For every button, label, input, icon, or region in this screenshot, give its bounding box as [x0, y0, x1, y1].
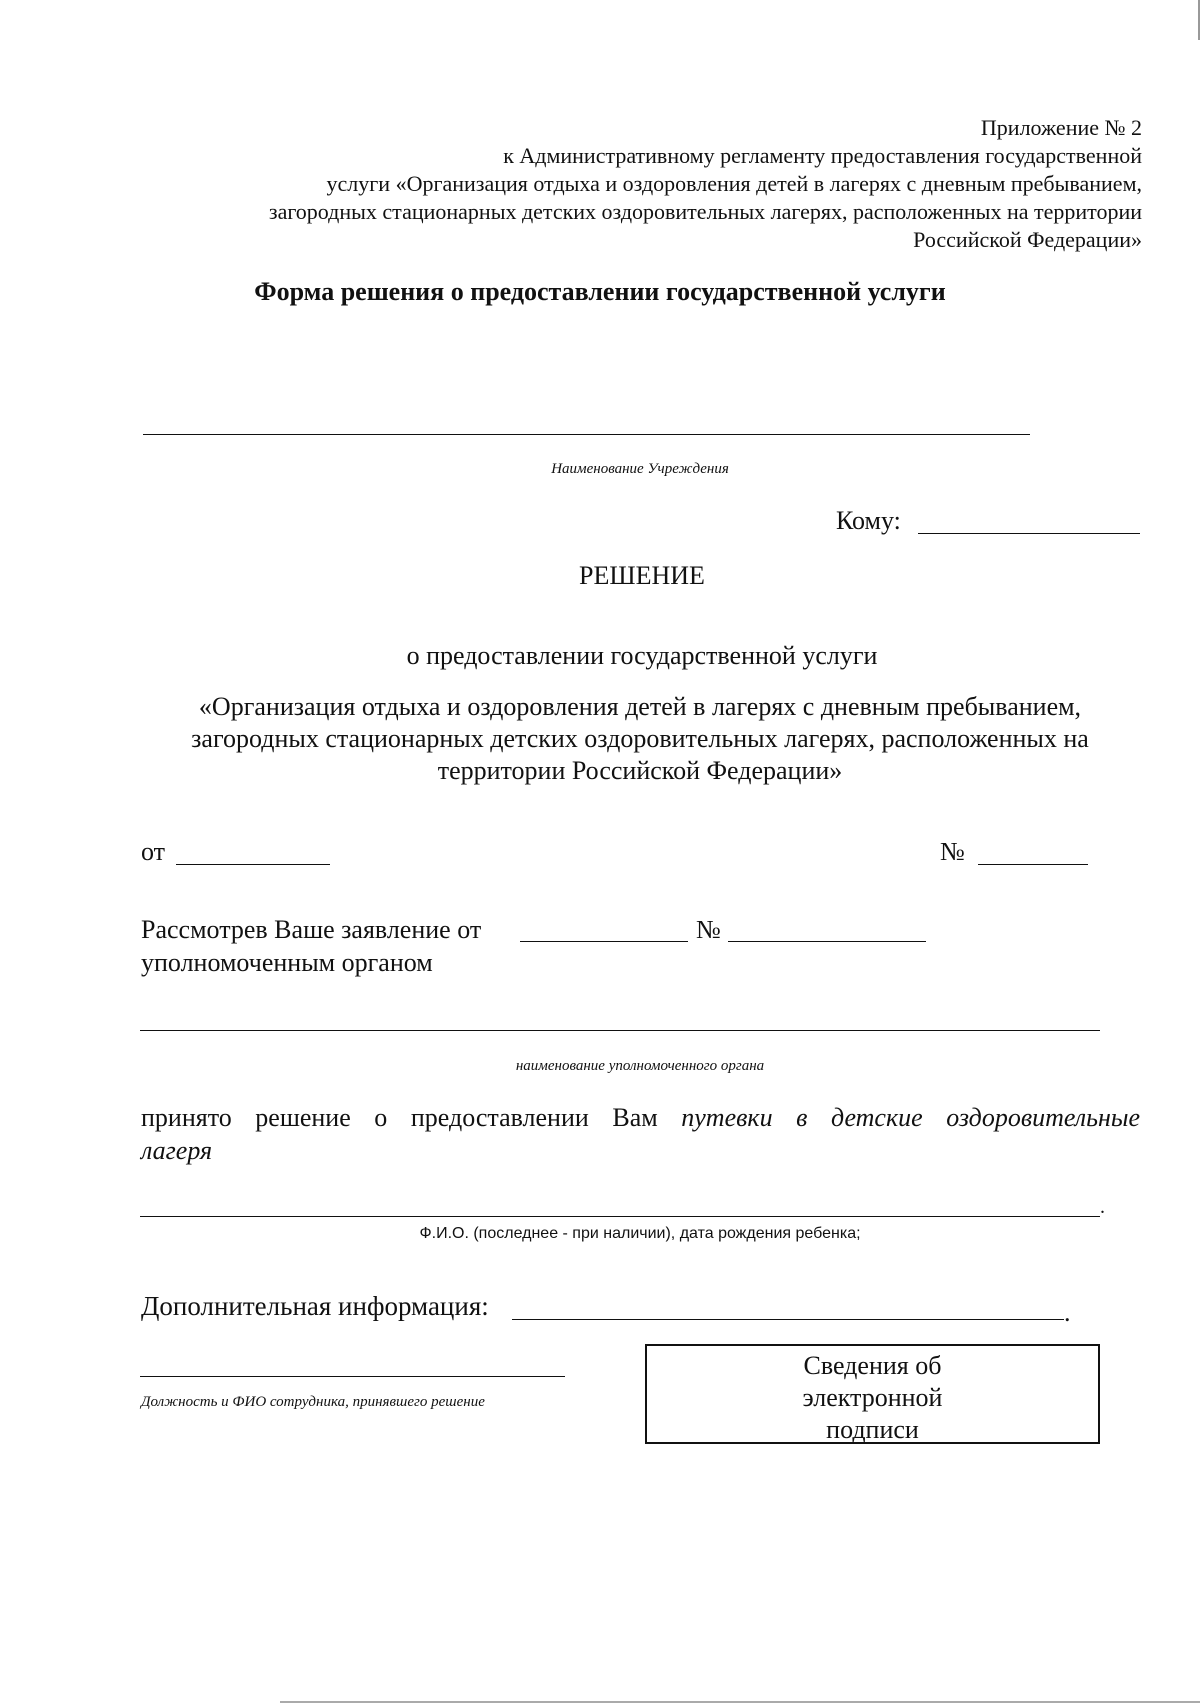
decision-text-prefix: принято решение о предоставлении Вам [141, 1103, 658, 1132]
number-field[interactable] [978, 864, 1088, 865]
decision-text-line2: лагеря [141, 1136, 213, 1165]
authority-name-field[interactable] [140, 1030, 1100, 1031]
service-name-line: территории Российской Федерации» [437, 756, 843, 785]
child-name-period: . [1100, 1196, 1105, 1218]
to-label: Кому: [836, 506, 901, 535]
additional-info-field[interactable] [512, 1319, 1064, 1320]
to-field[interactable] [918, 533, 1140, 534]
child-name-field[interactable] [140, 1216, 1100, 1217]
application-number-label: № [696, 915, 721, 944]
review-authority-text: уполномоченным органом [141, 948, 433, 977]
employee-caption: Должность и ФИО сотрудника, принявшего решение [141, 1394, 485, 1410]
appendix-header [142, 114, 1142, 254]
authority-caption: наименование уполномоченного органа [515, 1058, 765, 1074]
electronic-signature-box [645, 1344, 1100, 1444]
application-number-field[interactable] [728, 941, 926, 942]
signature-box-line: Сведения об [803, 1351, 942, 1380]
decision-text-line1 [141, 1102, 1140, 1134]
employee-field[interactable] [140, 1376, 565, 1377]
institution-caption: Наименование Учреждения [551, 461, 729, 477]
date-label: от [141, 837, 166, 866]
additional-info-label: Дополнительная информация: [141, 1291, 489, 1321]
signature-box-line: электронной [802, 1383, 943, 1412]
appendix-line: к Административному регламенту предоставления государственной [503, 143, 1142, 168]
child-caption: Ф.И.О. (последнее - при наличии), дата рождения ребенка; [419, 1225, 861, 1242]
institution-name-field[interactable] [143, 434, 1030, 435]
service-name-line: загородных стационарных детских оздоровительных лагерях, расположенных на [191, 724, 1089, 753]
appendix-line: Приложение № 2 [980, 115, 1142, 140]
signature-box-line: подписи [826, 1415, 919, 1444]
decision-text-italic: путевки в детские оздоровительные [681, 1103, 1140, 1132]
review-prefix: Рассмотрев Ваше заявление от [141, 915, 482, 944]
service-name-line: «Организация отдыха и оздоровления детей в лагерях с дневным пребыванием, [198, 692, 1082, 721]
decision-subheading: о предоставлении государственной услуги [406, 641, 878, 670]
appendix-line: загородных стационарных детских оздоровительных лагерях, расположенных на территории [268, 199, 1142, 224]
appendix-line: услуги «Организация отдыха и оздоровления детей в лагерях с дневным пребыванием, [326, 171, 1142, 196]
number-label: № [940, 837, 965, 866]
appendix-line: Российской Федерации» [913, 227, 1142, 252]
application-date-field[interactable] [520, 941, 688, 942]
date-field[interactable] [176, 864, 330, 865]
form-title: Форма решения о предоставлении государственной услуги [254, 277, 946, 306]
additional-info-period: . [1064, 1298, 1071, 1327]
service-name [120, 691, 1160, 787]
decision-heading: РЕШЕНИЕ [579, 561, 705, 590]
